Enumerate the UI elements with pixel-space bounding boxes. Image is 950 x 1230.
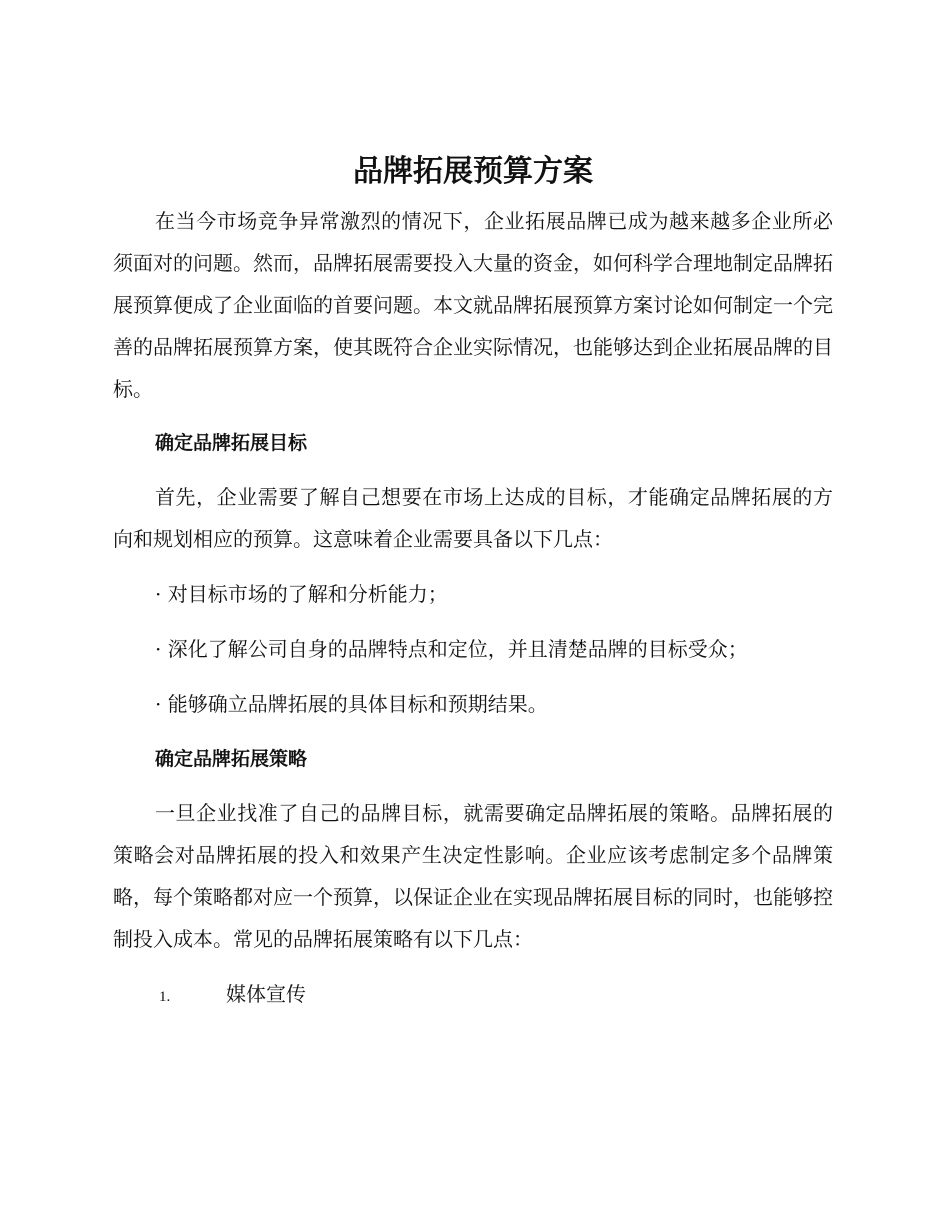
strategy-paragraph: 一旦企业找准了自己的品牌目标，就需要确定品牌拓展的策略。品牌拓展的策略会对品牌拓展的投入和效果产生决定性影响。企业应该考虑制定多个品牌策略，每个策略都对应一个预算，以保证企业在实现品牌拓展目标的同时，也能够控制投入成本。常见的品牌拓展策略有以下几点： xyxy=(113,801,833,951)
bullet-item: · 能够确立品牌拓展的具体目标和预期结果。 xyxy=(155,692,548,716)
goals-paragraph: 首先，企业需要了解自己想要在市场上达成的目标，才能确定品牌拓展的方向和规划相应的预算。这意味着企业需要具备以下几点： xyxy=(113,485,833,551)
intro-paragraph: 在当今市场竞争异常激烈的情况下，企业拓展品牌已成为越来越多企业所必须面对的问题。然而，品牌拓展需要投入大量的资金，如何科学合理地制定品牌拓展预算便成了企业面临的首要问题。本文就品牌拓展预算方案讨论如何制定一个完善的品牌拓展预算方案，使其既符合企业实际情况，也能够达到企业拓展品牌的目标。 xyxy=(113,209,833,401)
bullet-item: · 深化了解公司自身的品牌特点和定位，并且清楚品牌的目标受众； xyxy=(155,637,748,661)
document-body xyxy=(113,150,833,1018)
list-number: 1. xyxy=(159,989,171,1005)
numbered-list-item xyxy=(113,973,833,1018)
section-heading-goals: 确定品牌拓展目标 xyxy=(155,432,308,454)
document-title: 品牌拓展预算方案 xyxy=(353,154,593,189)
section-heading-strategy: 确定品牌拓展策略 xyxy=(155,748,308,770)
list-item-text: 媒体宣传 xyxy=(226,982,306,1006)
bullet-item: · 对目标市场的了解和分析能力； xyxy=(155,582,448,606)
